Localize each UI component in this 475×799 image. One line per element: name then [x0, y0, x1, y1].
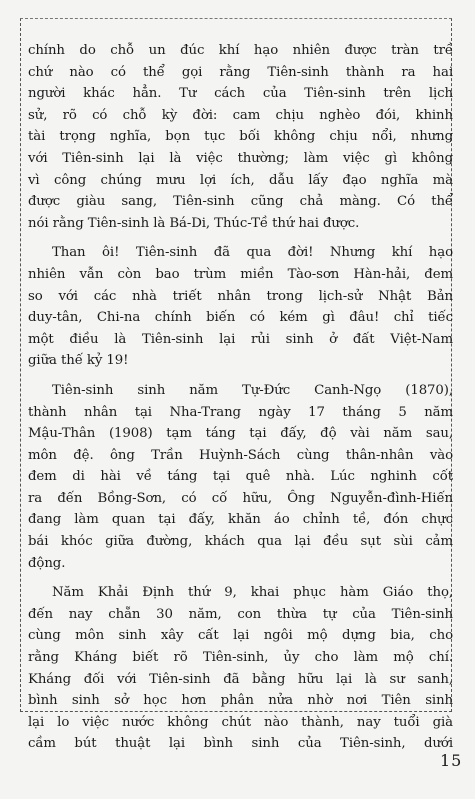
text-line: một điều là Tiên-sinh lại rủi sinh ở đất Việt-Nam	[28, 331, 453, 347]
text-line: giữa thế kỷ 19!	[28, 353, 129, 369]
text-line: vì công chúng mưu lợi ích, dẫu lấy đạo nghĩa mà	[28, 172, 453, 188]
paragraph-gap	[28, 574, 453, 582]
text-line: đem di hài về táng tại quê nhà. Lúc nghinh cốt	[28, 469, 453, 485]
text-line: chứ nào có thể gọi rằng Tiên-sinh thành ra hai	[28, 64, 453, 80]
text-line: Kháng đối với Tiên-sinh đã bằng hữu lại là sư sanh,	[28, 671, 453, 687]
text-line: bái khóc giữa đường, khách qua lại đều sụt sùi cảm	[28, 534, 453, 550]
text-line: môn đệ. ông Trần Huỳnh-Sách cùng thân-nhân vào	[28, 447, 453, 463]
body-text	[28, 40, 453, 755]
text-line: sử, rõ có chỗ kỳ đời: cam chịu nghèo đói, khinh	[28, 107, 453, 123]
text-line: so với các nhà triết nhân trong lịch-sử Nhật Bản	[28, 288, 453, 304]
text-line: Năm Khải Định thứ 9, khai phục hàm Giáo thọ,	[52, 585, 453, 601]
text-line: đến nay chẵn 30 năm, con thừa tự của Tiên-sinh	[28, 606, 453, 622]
text-line: Tiên-sinh sinh năm Tự-Đức Canh-Ngọ (1870),	[52, 382, 453, 398]
text-line: đang làm quan tại đấy, khăn áo chỉnh tề, đón chực	[28, 512, 453, 528]
text-line: chính do chỗ un đúc khí hạo nhiên được tràn trề	[28, 43, 453, 58]
text-line: Than ôi! Tiên-sinh đã qua đời! Nhưng khí hạo	[52, 245, 453, 261]
text-line: bình sinh sở học hơn phân nửa nhờ nơi Tiên sinh	[28, 693, 453, 709]
text-line: lại lo việc nước không chút nào thành, nay tuổi già	[28, 714, 453, 730]
text-line: cùng môn sinh xây cất lại ngôi mộ dựng bia, cho	[28, 628, 453, 644]
text-line: với Tiên-sinh lại là việc thường; làm việc gì không	[28, 150, 453, 166]
text-line: được giàu sang, Tiên-sinh cũng chả màng. Có thể	[28, 194, 453, 210]
text-line: Mậu-Thân (1908) tạm táng tại đấy, độ vài năm sau,	[28, 426, 453, 442]
paragraph-gap	[28, 372, 453, 380]
text-line: cầm bút thuật lại bình sinh của Tiên-sinh, dưới	[28, 736, 453, 752]
text-line: rằng Kháng biết rõ Tiên-sinh, ủy cho làm mộ chí.	[28, 650, 453, 666]
paragraph-gap	[28, 234, 453, 242]
text-line: thành nhân tại Nha-Trang ngày 17 tháng 5 năm	[28, 404, 453, 420]
page-number: 15	[440, 751, 463, 770]
text-line: duy-tân, Chi-na chính biến có kém gì đâu! chỉ tiếc	[28, 310, 453, 326]
text-line: nói rằng Tiên-sinh là Bá-Di, Thúc-Tề thứ hai được.	[28, 215, 360, 231]
text-line: ra đến Bồng-Sơn, có cố hữu, Ông Nguyễn-đình-Hiến	[28, 490, 453, 506]
text-line: người khác hẳn. Tư cách của Tiên-sinh trên lịch	[28, 86, 453, 102]
text-line: nhiên vẫn còn bao trùm miền Tào-sơn Hàn-hải, đem	[28, 266, 453, 282]
text-line: tài trọng nghĩa, bọn tục bối không chịu nổi, nhưng	[28, 129, 453, 145]
text-line: động.	[28, 555, 66, 571]
